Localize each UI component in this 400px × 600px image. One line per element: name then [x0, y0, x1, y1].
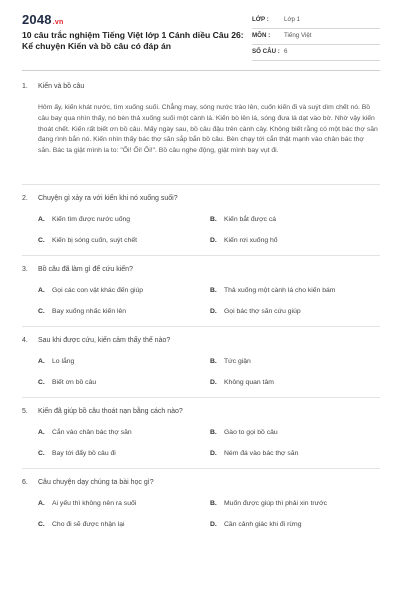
option-d[interactable]	[210, 308, 301, 315]
option-text: Lo lắng	[52, 358, 75, 365]
option-a[interactable]	[38, 429, 132, 436]
question-text: Bồ câu đã làm gì để cứu kiến?	[38, 266, 133, 273]
quiz-meta	[252, 13, 380, 61]
option-text: Ném đá vào bác thợ săn	[224, 450, 299, 457]
option-d[interactable]	[210, 521, 301, 528]
option-b[interactable]	[210, 500, 327, 507]
question-text: Chuyện gì xảy ra với kiến khi nó xuống suối?	[38, 195, 178, 202]
option-text: Cho đi sẽ được nhận lại	[52, 521, 125, 528]
option-text: Biết ơn bồ câu	[52, 379, 97, 386]
option-letter: B.	[210, 287, 217, 294]
option-text: Kiến bắt được cá	[224, 216, 277, 223]
meta-value: Tiếng Việt	[284, 32, 312, 39]
option-b[interactable]	[210, 216, 276, 223]
option-letter: A.	[38, 287, 45, 294]
option-text: Bay xuống nhấc kiến lên	[52, 308, 127, 315]
header-divider	[22, 70, 380, 71]
option-text: Kiến tìm được nước uống	[52, 216, 131, 223]
option-d[interactable]	[210, 237, 278, 244]
option-letter: C.	[38, 237, 45, 244]
question-divider	[22, 397, 380, 398]
option-c[interactable]	[38, 237, 137, 244]
option-text: Cần cảnh giác khi đi rừng	[224, 521, 302, 528]
option-text: Ai yếu thì không nên ra suối	[52, 500, 137, 507]
question-divider	[22, 255, 380, 256]
option-a[interactable]	[38, 500, 136, 507]
reading-passage: Hôm ấy, kiến khát nước, tìm xuống suối. Chẳng may, sóng nước trào lên, cuốn kiến đi và suýt dìm chết nó. Bồ câu bay qua nhìn thấy, nó bèn thả xuống suối một cành lá. Kiến bò lên lá, sóng đưa lá dạt vào bờ. Nhờ vậy kiến thoát chết. Kiến rất biết ơn bồ câu. Mấy ngày sau, bồ câu đậu trên cành cây. Không biết rằng có một bác thợ săn đang rình bắn nó. Kiến nhìn thấy bác thợ săn sắp bắn bồ câu. Bèn chạy tới cắn thật mạnh vào chân bác thợ săn. Bác ta giật mình la to: "Ối! Ối! Ối!". Bồ câu nghe động, giật mình bay vụt đi.	[38, 104, 378, 155]
option-text: Cắn vào chân bác thợ săn	[52, 429, 132, 436]
meta-value: Lớp 1	[284, 16, 301, 23]
option-text: Gọi các con vật khác đến giúp	[52, 287, 144, 294]
option-text: Thả xuống một cành lá cho kiến bám	[224, 287, 336, 294]
page-header	[0, 0, 400, 68]
option-a[interactable]	[38, 216, 130, 223]
option-d[interactable]	[210, 379, 274, 386]
option-b[interactable]	[210, 287, 335, 294]
option-a[interactable]	[38, 287, 143, 294]
option-letter: C.	[38, 521, 45, 528]
option-letter: D.	[210, 237, 217, 244]
option-letter: A.	[38, 429, 45, 436]
meta-key: MÔN :	[252, 32, 271, 39]
option-b[interactable]	[210, 358, 251, 365]
logo-domain: .vn	[52, 19, 64, 26]
question-number: 4.	[22, 337, 28, 344]
option-letter: D.	[210, 308, 217, 315]
question-number: 1.	[22, 83, 28, 90]
option-d[interactable]	[210, 450, 298, 457]
question-number: 6.	[22, 479, 28, 486]
question-number: 3.	[22, 266, 28, 273]
option-text: Không quan tâm	[224, 379, 274, 386]
option-letter: D.	[210, 521, 217, 528]
logo-text: 2048	[22, 12, 52, 27]
option-letter: B.	[210, 500, 217, 507]
meta-row-class	[252, 13, 380, 29]
meta-row-subject	[252, 29, 380, 45]
option-text: Kiến bị sóng cuốn, suýt chết	[52, 237, 138, 244]
option-letter: A.	[38, 500, 45, 507]
option-a[interactable]	[38, 358, 74, 365]
option-text: Kiến rơi xuống hố	[224, 237, 278, 244]
option-letter: A.	[38, 216, 45, 223]
question-divider	[22, 184, 380, 185]
question-text: Kiến đã giúp bồ câu thoát nạn bằng cách nào?	[38, 408, 183, 415]
option-text: Gọi bác thợ săn cứu giúp	[224, 308, 301, 315]
question-text: Sau khi được cứu, kiến cảm thấy thế nào?	[38, 337, 171, 344]
option-letter: A.	[38, 358, 45, 365]
meta-key: SỐ CÂU :	[252, 48, 280, 55]
option-c[interactable]	[38, 308, 126, 315]
question-divider	[22, 326, 380, 327]
question-text: Kiến và bồ câu	[38, 83, 85, 90]
option-letter: C.	[38, 379, 45, 386]
option-letter: B.	[210, 429, 217, 436]
meta-key: LỚP :	[252, 16, 269, 23]
option-letter: B.	[210, 216, 217, 223]
option-letter: C.	[38, 450, 45, 457]
option-text: Gào to gọi bồ câu	[224, 429, 278, 436]
option-letter: D.	[210, 379, 217, 386]
site-logo[interactable]	[22, 12, 63, 27]
page-title: 10 câu trắc nghiệm Tiếng Việt lớp 1 Cánh diều Câu 26: Kể chuyện Kiến và bồ câu có đáp án	[22, 30, 244, 51]
question-number: 5.	[22, 408, 28, 415]
option-text: Muốn được giúp thì phải xin trước	[224, 500, 328, 507]
question-divider	[22, 468, 380, 469]
option-letter: C.	[38, 308, 45, 315]
option-letter: D.	[210, 450, 217, 457]
option-c[interactable]	[38, 379, 96, 386]
option-text: Bay tới đẩy bồ câu đi	[52, 450, 116, 457]
option-text: Tức giận	[224, 358, 251, 365]
option-letter: B.	[210, 358, 217, 365]
question-text: Câu chuyện dạy chúng ta bài học gì?	[38, 479, 154, 486]
option-c[interactable]	[38, 450, 116, 457]
option-c[interactable]	[38, 521, 125, 528]
meta-row-count	[252, 45, 380, 61]
option-b[interactable]	[210, 429, 278, 436]
question-number: 2.	[22, 195, 28, 202]
meta-value: 6	[284, 48, 288, 55]
